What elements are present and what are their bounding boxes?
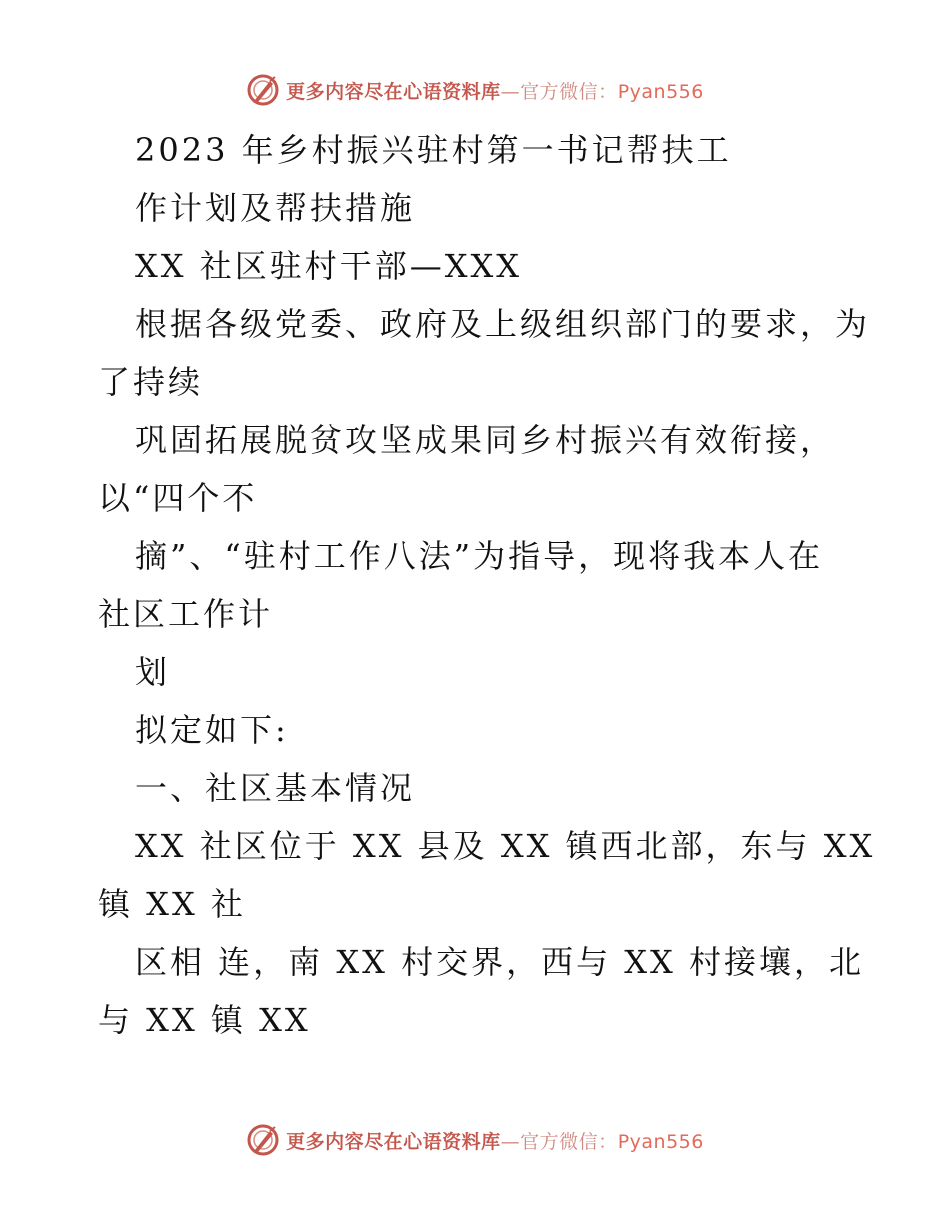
watermark-dash: — (500, 80, 521, 103)
doc-author-line: XX 社区驻村干部—XXX (135, 247, 523, 285)
watermark-wechat-id: Pyan556 (617, 80, 704, 103)
watermark-official: 官方微信： (520, 1130, 618, 1153)
doc-paragraph-line: 社区工作计 (98, 595, 274, 633)
doc-paragraph-line: 拟定如下: (135, 711, 289, 749)
footer-watermark (0, 1120, 950, 1160)
watermark-dash: — (500, 1130, 521, 1153)
watermark-group (246, 1123, 704, 1157)
watermark-brand: 更多内容尽在心语资料库 (286, 1130, 501, 1153)
watermark-text (286, 1127, 704, 1154)
doc-paragraph-line: 与 XX 镇 XX (98, 1001, 311, 1039)
doc-paragraph-line: 根据各级党委、政府及上级组织部门的要求，为 (135, 305, 871, 343)
doc-paragraph-line: 以“四个不 (98, 479, 258, 517)
doc-paragraph-line: 了持续 (98, 363, 204, 401)
watermark-official: 官方微信： (520, 80, 618, 103)
doc-paragraph-line: 区相 连，南 XX 村交界，西与 XX 村接壤，北 (135, 943, 864, 981)
header-watermark (0, 70, 950, 110)
doc-title-line-2: 作计划及帮扶措施 (135, 189, 416, 227)
doc-paragraph-line: XX 社区位于 XX 县及 XX 镇西北部，东与 XX (135, 827, 876, 865)
watermark-group (246, 73, 704, 107)
doc-title-line-1: 2023 年乡村振兴驻村第一书记帮扶工 (135, 131, 732, 169)
doc-paragraph-line: 巩固拓展脱贫攻坚成果同乡村振兴有效衔接， (135, 421, 836, 459)
doc-section-heading: 一、社区基本情况 (135, 769, 416, 807)
watermark-wechat-id: Pyan556 (617, 1130, 704, 1153)
watermark-brand: 更多内容尽在心语资料库 (286, 80, 501, 103)
quill-seal-icon (246, 1123, 280, 1157)
doc-paragraph-line: 摘”、“驻村工作八法”为指导，现将我本人在 (135, 537, 824, 575)
doc-paragraph-line: 划 (135, 653, 171, 691)
quill-seal-icon (246, 73, 280, 107)
doc-paragraph-line: 镇 XX 社 (98, 885, 246, 923)
watermark-text (286, 77, 704, 104)
